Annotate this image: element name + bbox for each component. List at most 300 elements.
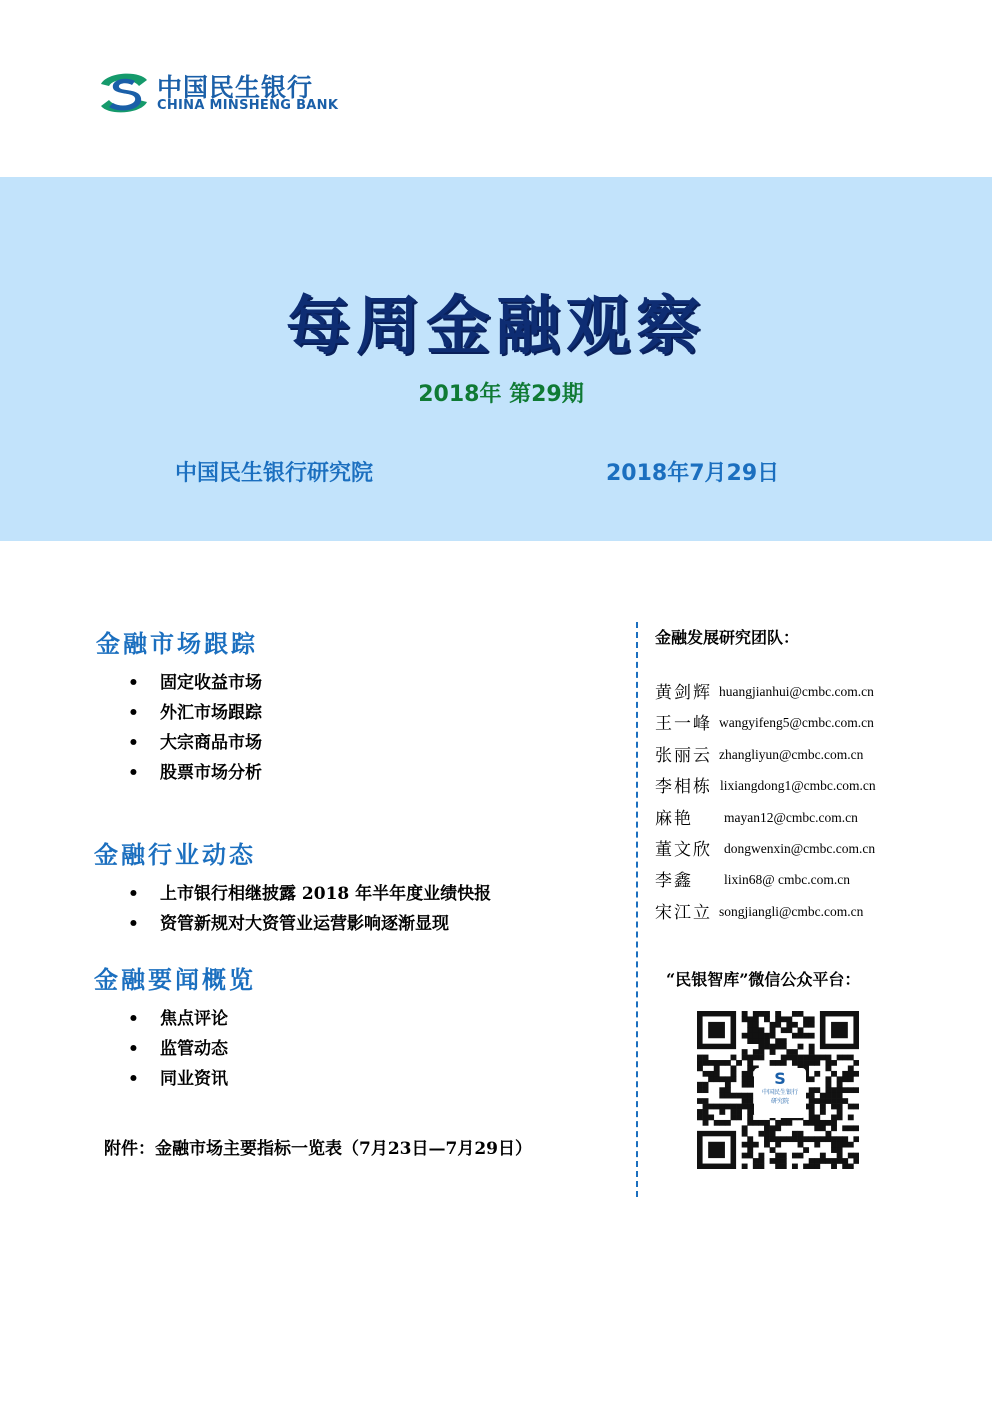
qr-module [714,1060,720,1066]
publication-date: 2018年7月29日 [606,461,780,486]
qr-module [736,1104,742,1110]
qr-module [708,1104,714,1110]
qr-module [703,1071,709,1077]
qr-module [792,1055,798,1061]
qr-module [742,1082,748,1088]
qr-module [697,1065,703,1071]
member-name: 麻艳 [655,808,693,829]
report-title: 每周金融观察 [286,290,706,364]
qr-module [842,1142,848,1148]
qr-module [703,1104,709,1110]
qr-module [714,1071,720,1077]
bank-logo [95,68,375,118]
qr-module [703,1115,709,1121]
qr-module [803,1016,809,1022]
qr-module [837,1104,843,1110]
qr-module [764,1125,770,1131]
qr-module [809,1109,815,1115]
qr-module [853,1153,859,1159]
qr-module [714,1104,720,1110]
qr-module [842,1076,848,1082]
qr-module [853,1158,859,1164]
qr-module [837,1158,843,1164]
qr-module [731,1065,737,1071]
qr-module [775,1044,781,1050]
qr-module [820,1125,826,1131]
bullet-icon: • [128,1009,139,1029]
qr-module [786,1049,792,1055]
qr-module [831,1098,837,1104]
qr-badge-title: 中国民生银行 [761,1089,798,1096]
qr-module [842,1098,848,1104]
logo-chinese-name: 中国民生银行 [157,73,314,102]
qr-module [814,1055,820,1061]
qr-module [731,1055,737,1061]
qr-module [764,1136,770,1142]
team-title: 金融发展研究团队： [655,628,800,647]
qr-module [758,1044,764,1050]
qr-module [781,1027,787,1033]
qr-module [820,1136,826,1142]
qr-module [758,1158,764,1164]
qr-module [831,1087,837,1093]
qr-module [814,1115,820,1121]
qr-module [697,1060,703,1066]
qr-module [708,1071,714,1077]
qr-module [837,1055,843,1061]
qr-module [814,1158,820,1164]
qr-module [825,1136,831,1142]
qr-module [848,1164,854,1169]
member-email: lixin68@ cmbc.com.cn [724,872,851,888]
qr-module [842,1136,848,1142]
qr-module [714,1065,720,1071]
qr-module [848,1076,854,1082]
wechat-label: “民银智库”微信公众平台： [666,970,861,989]
qr-module [848,1153,854,1159]
qr-module [798,1011,804,1017]
qr-module [770,1158,776,1164]
qr-finder-pattern [708,1142,725,1158]
qr-module [814,1136,820,1142]
qr-module [719,1087,725,1093]
qr-module [703,1098,709,1104]
qr-module [753,1049,759,1055]
qr-module [825,1120,831,1126]
qr-module [809,1164,815,1169]
qr-module [770,1027,776,1033]
qr-module [719,1109,725,1115]
qr-module [747,1142,753,1148]
qr-module [764,1142,770,1148]
member-email: songjiangli@cmbc.com.cn [719,903,864,919]
qr-module [742,1011,748,1017]
qr-module [725,1082,731,1088]
qr-module [775,1016,781,1022]
qr-module [837,1142,843,1148]
qr-module [742,1055,748,1061]
member-name: 宋江立 [655,902,712,923]
qr-module [848,1065,854,1071]
qr-module [758,1038,764,1044]
qr-module [742,1125,748,1131]
qr-module [803,1120,809,1126]
qr-module [764,1016,770,1022]
qr-module [820,1104,826,1110]
qr-finder-pattern [831,1022,848,1038]
qr-module [747,1038,753,1044]
qr-module [758,1153,764,1159]
qr-module [731,1115,737,1121]
qr-module [825,1076,831,1082]
qr-module [758,1131,764,1137]
qr-module [781,1060,787,1066]
section-title-news-overview: 金融要闻概览 [94,965,256,994]
qr-module [731,1071,737,1077]
qr-module [825,1055,831,1061]
qr-module [798,1027,804,1033]
qr-module [814,1060,820,1066]
qr-module [853,1071,859,1077]
logo-english-name: CHINA MINSHENG BANK [157,98,339,113]
qr-module [753,1055,759,1061]
qr-module [775,1125,781,1131]
qr-logo-icon: S [774,1069,786,1088]
qr-module [703,1087,709,1093]
qr-module [803,1136,809,1142]
qr-module [837,1098,843,1104]
qr-module [725,1076,731,1082]
qr-module [764,1011,770,1017]
qr-module [747,1022,753,1028]
qr-module [848,1071,854,1077]
qr-module [747,1082,753,1088]
qr-module [770,1125,776,1131]
member-email: wangyifeng5@cmbc.com.cn [719,715,874,731]
qr-module [814,1071,820,1077]
qr-module [753,1038,759,1044]
qr-module [786,1055,792,1061]
qr-module [848,1115,854,1121]
qr-module [853,1087,859,1093]
qr-module [770,1022,776,1028]
qr-module [747,1115,753,1121]
qr-module [764,1120,770,1126]
qr-module [770,1033,776,1039]
qr-module [747,1076,753,1082]
qr-module [831,1093,837,1099]
qr-module [809,1115,815,1121]
qr-module [809,1104,815,1110]
qr-module [853,1125,859,1131]
qr-module [837,1115,843,1121]
member-name: 王一峰 [655,714,712,735]
qr-module [848,1125,854,1131]
qr-module [820,1158,826,1164]
column-divider [636,622,638,1197]
qr-module [792,1060,798,1066]
qr-module [708,1076,714,1082]
qr-module [703,1109,709,1115]
qr-module [747,1136,753,1142]
qr-module [736,1109,742,1115]
qr-module [837,1147,843,1153]
qr-module [742,1076,748,1082]
qr-module [703,1120,709,1126]
bullet-icon: • [128,763,139,783]
qr-module [753,1016,759,1022]
qr-module [814,1087,820,1093]
qr-module [753,1022,759,1028]
section-title-industry-dynamics: 金融行业动态 [94,840,256,869]
qr-module [781,1136,787,1142]
qr-module [781,1164,787,1169]
qr-module [792,1022,798,1028]
qr-module [809,1136,815,1142]
qr-module [747,1060,753,1066]
member-email: zhangliyun@cmbc.com.cn [719,746,864,762]
qr-module [825,1082,831,1088]
qr-module [736,1115,742,1121]
qr-module [697,1087,703,1093]
qr-module [736,1093,742,1099]
qr-module [725,1120,731,1126]
qr-module [731,1109,737,1115]
member-name: 李相栋 [655,777,712,798]
qr-module [770,1060,776,1066]
bullet-icon: • [128,673,139,693]
qr-module [697,1055,703,1061]
qr-module [731,1104,737,1110]
qr-module [809,1049,815,1055]
qr-module [786,1016,792,1022]
qr-module [798,1060,804,1066]
member-name: 董文欣 [655,839,712,860]
qr-module [809,1055,815,1061]
qr-module [814,1098,820,1104]
qr-module [842,1125,848,1131]
qr-module [775,1164,781,1169]
qr-module [831,1125,837,1131]
qr-module [725,1104,731,1110]
qr-module [842,1055,848,1061]
qr-module [703,1055,709,1061]
qr-module [837,1093,843,1099]
bullet-icon: • [128,1069,139,1089]
qr-module [781,1153,787,1159]
qr-module [848,1087,854,1093]
qr-module [747,1071,753,1077]
qr-module [747,1065,753,1071]
bullet-icon: • [128,914,139,934]
qr-module [758,1027,764,1033]
qr-module [747,1153,753,1159]
qr-module [786,1136,792,1142]
qr-module [809,1060,815,1066]
qr-module [758,1120,764,1126]
qr-module [719,1060,725,1066]
bullet-icon: • [128,733,139,753]
qr-module [837,1082,843,1088]
qr-module [742,1033,748,1039]
qr-module [831,1147,837,1153]
qr-module [758,1055,764,1061]
bullet-icon: • [128,884,139,904]
qr-module [814,1120,820,1126]
section-title-market-tracking: 金融市场跟踪 [96,629,258,658]
qr-module [742,1153,748,1159]
qr-module [809,1120,815,1126]
qr-module [831,1120,837,1126]
qr-module [809,1044,815,1050]
qr-module [719,1104,725,1110]
qr-module [792,1033,798,1039]
qr-module [792,1136,798,1142]
qr-module [798,1055,804,1061]
qr-module [809,1076,815,1082]
qr-module [781,1016,787,1022]
qr-module [753,1033,759,1039]
qr-module [814,1164,820,1169]
issue-number: 2018年 第29期 [418,382,584,407]
qr-module [742,1131,748,1137]
qr-module [842,1087,848,1093]
member-email: mayan12@cmbc.com.cn [724,809,858,825]
qr-module [747,1033,753,1039]
qr-module [825,1131,831,1137]
qr-module [747,1016,753,1022]
qr-module [742,1016,748,1022]
qr-module [747,1147,753,1153]
qr-module [747,1120,753,1126]
qr-module [775,1022,781,1028]
qr-module [747,1055,753,1061]
qr-module [809,1022,815,1028]
qr-module [770,1136,776,1142]
qr-module [825,1158,831,1164]
qr-module [820,1055,826,1061]
qr-module [758,1164,764,1169]
qr-module [837,1136,843,1142]
qr-module [764,1033,770,1039]
qr-module [781,1055,787,1061]
qr-module [798,1136,804,1142]
qr-module [708,1060,714,1066]
qr-module [747,1098,753,1104]
qr-center-logo [754,1068,806,1118]
qr-module [742,1142,748,1148]
qr-module [775,1136,781,1142]
qr-module [747,1104,753,1110]
qr-module [719,1076,725,1082]
qr-module [703,1060,709,1066]
qr-module [697,1082,703,1088]
qr-module [764,1038,770,1044]
qr-module [742,1098,748,1104]
qr-module [820,1109,826,1115]
qr-module [770,1131,776,1137]
qr-module [792,1164,798,1169]
qr-module [792,1131,798,1137]
qr-module [703,1082,709,1088]
qr-module [837,1153,843,1159]
qr-module [820,1093,826,1099]
qr-module [809,1016,815,1022]
member-email: dongwenxin@cmbc.com.cn [724,840,876,856]
qr-module [803,1022,809,1028]
attachment-note: 附件：金融市场主要指标一览表（7月23日—7月29日） [104,1139,532,1159]
wechat-qr-code [697,1011,859,1169]
qr-module [814,1142,820,1148]
qr-module [764,1044,770,1050]
qr-module [803,1147,809,1153]
qr-module [770,1147,776,1153]
qr-module [758,1049,764,1055]
qr-finder-pattern [708,1022,725,1038]
qr-module [853,1136,859,1142]
qr-module [736,1060,742,1066]
member-name: 黄剑辉 [655,683,712,703]
qr-module [842,1158,848,1164]
qr-module [770,1049,776,1055]
qr-module [742,1071,748,1077]
qr-module [825,1087,831,1093]
qr-module [753,1011,759,1017]
qr-module [792,1049,798,1055]
qr-module [831,1060,837,1066]
qr-module [848,1142,854,1148]
qr-module [842,1164,848,1169]
qr-module [781,1120,787,1126]
qr-module [809,1098,815,1104]
qr-module [753,1120,759,1126]
qr-module [753,1142,759,1148]
qr-module [825,1093,831,1099]
qr-module [820,1098,826,1104]
qr-module [731,1093,737,1099]
qr-module [742,1049,748,1055]
qr-module [731,1076,737,1082]
qr-module [814,1125,820,1131]
qr-module [714,1076,720,1082]
qr-module [775,1158,781,1164]
qr-module [825,1098,831,1104]
qr-module [714,1120,720,1126]
qr-module [831,1158,837,1164]
qr-module [809,1093,815,1099]
title-banner [0,177,992,541]
qr-module [758,1033,764,1039]
qr-module [842,1071,848,1077]
qr-module [792,1011,798,1017]
qr-module [825,1060,831,1066]
qr-module [837,1087,843,1093]
qr-module [764,1131,770,1137]
qr-module [775,1120,781,1126]
qr-module [820,1153,826,1159]
member-email: huangjianhui@cmbc.com.cn [719,684,874,699]
qr-module [853,1060,859,1066]
qr-module [837,1076,843,1082]
qr-module [753,1164,759,1169]
qr-module [853,1104,859,1110]
member-name: 李鑫 [655,871,693,892]
qr-module [708,1115,714,1121]
qr-module [803,1060,809,1066]
qr-module [798,1131,804,1137]
member-email: lixiangdong1@cmbc.com.cn [720,778,876,794]
qr-module [747,1027,753,1033]
